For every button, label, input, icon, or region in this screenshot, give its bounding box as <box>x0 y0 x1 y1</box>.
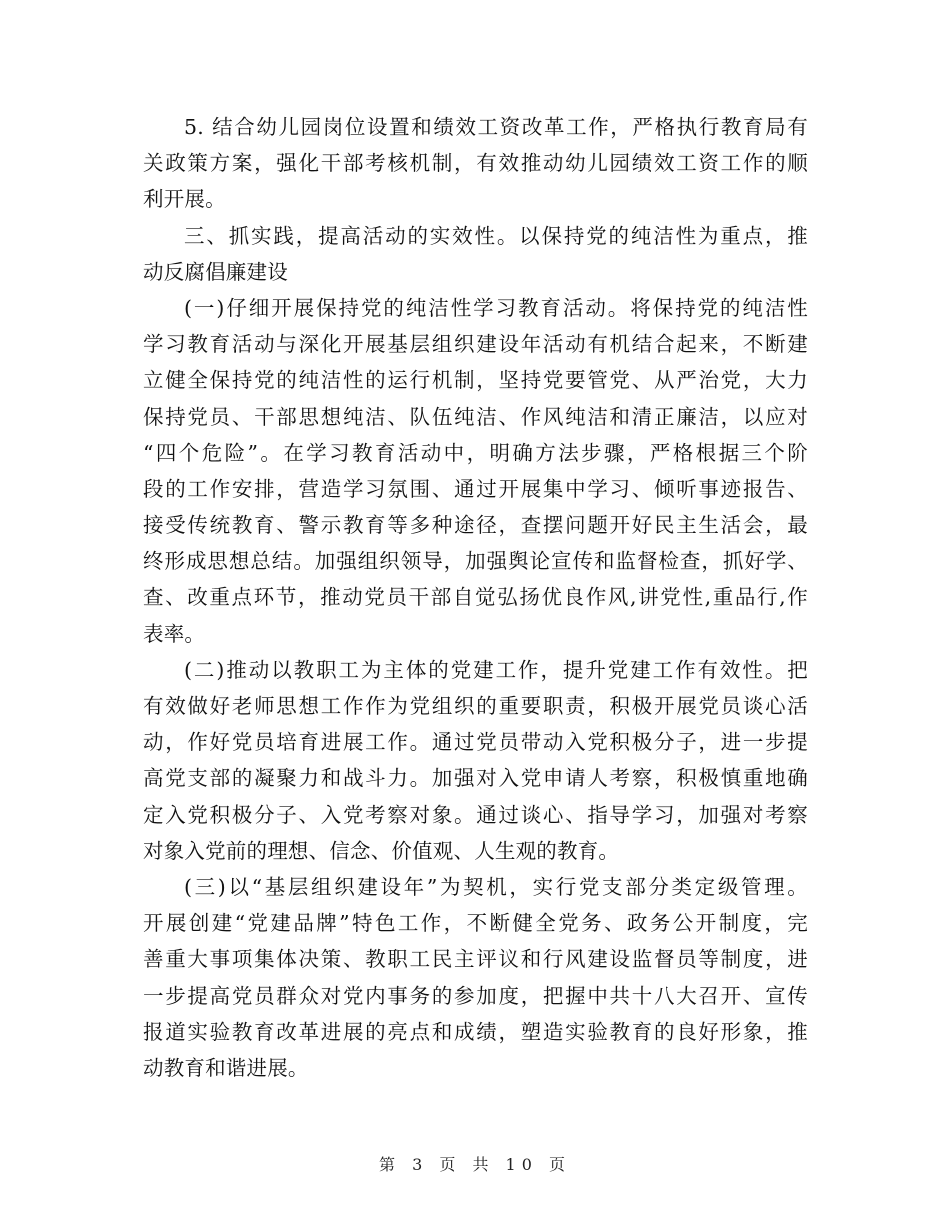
text-line: 报道实验教育改革进展的亮点和成绩，塑造实验教育的良好形象，推 <box>143 1019 808 1044</box>
text-line: 接受传统教育、警示教育等多种途径，查摆问题开好民主生活会，最 <box>143 513 808 538</box>
paragraph-section-3-heading <box>143 218 808 290</box>
text-line: 查、改重点环节，推动党员干部自觉弘扬优良作风,讲党性,重品行,作 <box>143 585 808 610</box>
text-line: 三、抓实践，提高活动的实效性。以保持党的纯洁性为重点，推 <box>184 223 808 248</box>
text-line: 表率。 <box>143 621 206 646</box>
text-line: 立健全保持党的纯洁性的运行机制，坚持党要管党、从严治党，大力 <box>143 368 808 393</box>
text-line: 有效做好老师思想工作作为党组织的重要职责，积极开展党员谈心活 <box>143 694 808 718</box>
text-line: (一)仔细开展保持党的纯洁性学习教育活动。将保持党的纯洁性 <box>184 295 808 320</box>
text-line: 善重大事项集体决策、教职工民主评议和行风建设监督员等制度，进 <box>143 947 808 972</box>
text-line: 段的工作安排，营造学习氛围、通过开展集中学习、倾听事迹报告、 <box>143 476 808 501</box>
text-line: 动，作好党员培育进展工作。通过党员带动入党积极分子，进一步提 <box>143 730 808 755</box>
text-line: 动教育和谐进展。 <box>143 1055 309 1080</box>
page-number-footer: 第 3 页 共 10 页 <box>379 1155 571 1174</box>
text-line: (二)推动以教职工为主体的党建工作，提升党建工作有效性。把 <box>184 657 808 682</box>
text-line: 终形成思想总结。加强组织领导，加强舆论宣传和监督检查，抓好学、 <box>143 549 808 574</box>
text-line: 关政策方案，强化干部考核机制，有效推动幼儿园绩效工资工作的顺 <box>143 151 808 176</box>
paragraph-subsection-1 <box>143 290 808 652</box>
text-line: (三)以“基层组织建设年”为契机，实行党支部分类定级管理。 <box>184 874 808 899</box>
paragraph-subsection-2 <box>143 652 808 869</box>
paragraph-item-5 <box>143 109 808 218</box>
text-line: 对象入党前的理想、信念、价值观、人生观的教育。 <box>143 838 620 863</box>
text-line: 动反腐倡廉建设 <box>143 259 288 284</box>
text-line: 高党支部的凝聚力和战斗力。加强对入党申请人考察，积极慎重地确 <box>143 766 808 791</box>
document-body <box>143 109 808 1086</box>
text-line: 保持党员、干部思想纯洁、队伍纯洁、作风纯洁和清正廉洁，以应对 <box>143 404 808 429</box>
text-line: 利开展。 <box>143 187 226 212</box>
text-line: 定入党积极分子、入党考察对象。通过谈心、指导学习，加强对考察 <box>143 802 808 827</box>
text-line: 一步提高党员群众对党内事务的参加度，把握中共十八大召开、宣传 <box>143 983 808 1008</box>
text-line: 开展创建“党建品牌”特色工作，不断健全党务、政务公开制度，完 <box>143 911 808 936</box>
text-line: 学习教育活动与深化开展基层组织建设年活动有机结合起来，不断建 <box>143 332 808 357</box>
text-line: “四个危险”。在学习教育活动中，明确方法步骤，严格根据三个阶 <box>143 440 808 465</box>
text-line: 5. 结合幼儿园岗位设置和绩效工资改革工作，严格执行教育局有 <box>184 115 808 139</box>
paragraph-subsection-3 <box>143 869 808 1086</box>
